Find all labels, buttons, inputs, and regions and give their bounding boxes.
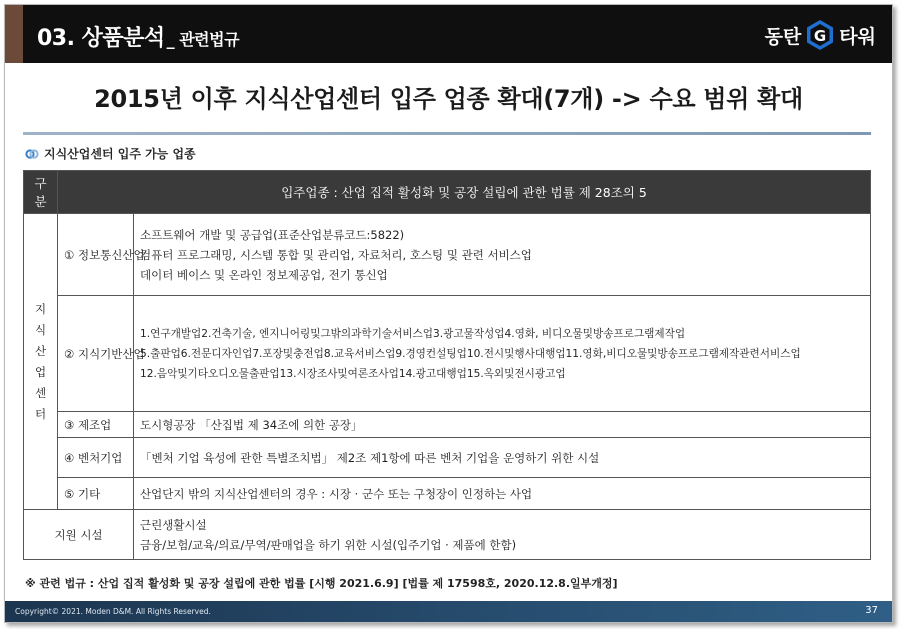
- table-header-row: [24, 171, 871, 214]
- slide: [4, 4, 893, 623]
- row-name-knowledge-based: ② 지식기반산업: [58, 296, 134, 412]
- desc-line: 금융/보험/교육/의료/무역/판매업을 하기 위한 시설(입주기업 · 제품에 한함): [140, 537, 517, 552]
- row-desc-venture: [134, 438, 871, 478]
- brand-left-text: 동탄: [764, 25, 802, 48]
- page-number: 37: [865, 605, 878, 616]
- footer-bar: [5, 601, 892, 622]
- table-row: [24, 438, 871, 478]
- industry-table: [23, 170, 871, 560]
- table-row: [24, 296, 871, 412]
- logo-letter: G: [814, 27, 827, 45]
- brand-logo: [765, 19, 876, 51]
- hexagon-g-logo-icon: [805, 19, 835, 51]
- table-subtitle: [25, 145, 196, 162]
- desc-line: 5.출판업6.전문디자인업7.포장및충전업8.교육서비스업9.경영컨설팅업10.전시및행사대행업11.영화,비디오물및방송프로그램제작관련서비스업: [140, 347, 801, 360]
- row-desc-other: [134, 478, 871, 510]
- row-desc-support: [134, 510, 871, 560]
- desc-line: 12.음악및기타오디오물출판업13.시장조사및여론조사업14.광고대행업15.옥외및전시광고업: [140, 367, 566, 380]
- desc-line: 1.연구개발업2.건축기술, 엔지니어링및그밖의과학기술서비스업3.광고물작성업4.영화, 비디오물및방송프로그램제작업: [140, 327, 686, 340]
- row-name-support: 지원 시설: [24, 510, 134, 560]
- subtitle-text: 지식산업센터 입주 가능 업종: [44, 147, 196, 161]
- category-line: 지식: [34, 301, 47, 337]
- category-line: 센터: [34, 385, 47, 421]
- header-accent: [5, 5, 23, 63]
- header-cell-category: 구분: [24, 171, 58, 214]
- subsection-label: _ 관련법규: [166, 30, 240, 49]
- brand-right-text: 타워: [839, 25, 876, 48]
- category-line: 산업: [34, 343, 47, 379]
- table-row: [24, 478, 871, 510]
- row-name-venture: ④ 벤처기업: [58, 438, 134, 478]
- row-desc-knowledge-based: [134, 296, 871, 412]
- chain-link-icon: [25, 147, 39, 161]
- desc-line: 데이터 베이스 및 온라인 정보제공업, 전기 통신업: [140, 267, 388, 282]
- table-row: [24, 214, 871, 296]
- desc-line: 근린생활시설: [140, 517, 207, 532]
- divider-rule: [23, 132, 871, 135]
- law-footnote: ※ 관련 법규 : 산업 집적 활성화 및 공장 설립에 관한 법률 [시행 2021.6.9] [법률 제 17598호, 2020.12.8.일부개정]: [25, 577, 618, 590]
- desc-line: 「벤처 기업 육성에 관한 특별조치법」 제2조 제1항에 따른 벤처 기업을 운영하기 위한 시설: [140, 450, 600, 465]
- row-name-other: ⑤ 기타: [58, 478, 134, 510]
- section-label: 03. 상품분석: [37, 26, 165, 51]
- row-name-ict: ① 정보통신산업: [58, 214, 134, 296]
- row-desc-manufacturing: [134, 412, 871, 438]
- desc-line: 소프트웨어 개발 및 공급업(표준산업분류코드:5822): [140, 227, 405, 242]
- table-row: [24, 412, 871, 438]
- desc-line: 컴퓨터 프로그래밍, 시스템 통합 및 관리업, 자료처리, 호스팅 및 관련 서비스업: [140, 247, 532, 262]
- row-name-manufacturing: ③ 제조업: [58, 412, 134, 438]
- section-title: [37, 21, 239, 52]
- desc-line: 산업단지 밖의 지식산업센터의 경우 : 시장 · 군수 또는 구청장이 인정하는 사업: [140, 486, 533, 501]
- table-row: [24, 510, 871, 560]
- desc-line: 도시형공장 「산집법 제 34조에 의한 공장」: [140, 417, 363, 432]
- category-cell-knowledge-center: [24, 214, 58, 510]
- copyright-text: Copyright© 2021. Moden D&M. All Rights Reserved.: [15, 607, 211, 616]
- header-cell-industry: 입주업종 : 산업 집적 활성화 및 공장 설립에 관한 법률 제 28조의 5: [58, 171, 871, 214]
- header-bar: [5, 5, 892, 63]
- page-headline: 2015년 이후 지식산업센터 입주 업종 확대(7개) -> 수요 범위 확대: [94, 85, 803, 113]
- row-desc-ict: [134, 214, 871, 296]
